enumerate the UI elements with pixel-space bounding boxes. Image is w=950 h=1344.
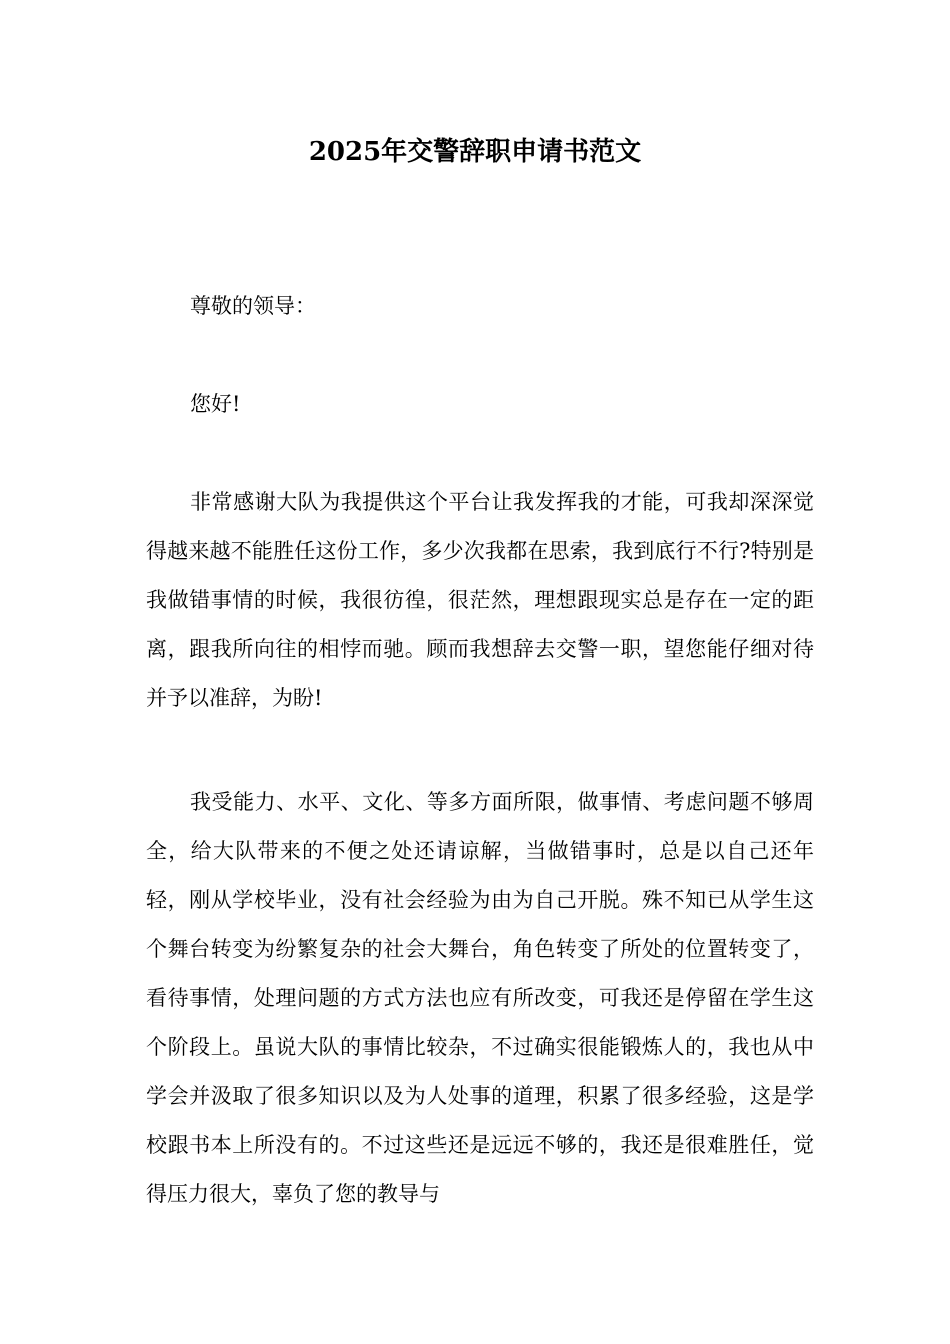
salutation: 尊敬的领导：	[190, 294, 316, 318]
body-paragraph-1: 非常感谢大队为我提供这个平台让我发挥我的才能，可我却深深觉得越来越不能胜任这份工作，多少次我都在思索，我到底行不行?特别是我做错事情的时候，我很彷徨，很茫然，理想跟现实总是存在一定的距离，跟我所向往的相悖而驰。顾而我想辞去交警一职，望您能仔细对待并予以准辞，为盼!	[146, 490, 814, 710]
body-paragraph-2: 我受能力、水平、文化、等多方面所限，做事情、考虑问题不够周全，给大队带来的不便之处还请谅解，当做错事时，总是以自己还年轻，刚从学校毕业，没有社会经验为由为自己开脱。殊不知已从学生这个舞台转变为纷繁复杂的社会大舞台，角色转变了所处的位置转变了，看待事情，处理问题的方式方法也应有所改变，可我还是停留在学生这个阶段上。虽说大队的事情比较杂，不过确实很能锻炼人的，我也从中学会并汲取了很多知识以及为人处事的道理，积累了很多经验，这是学校跟书本上所没有的。不过这些还是远远不够的，我还是很难胜任，觉得压力很大，辜负了您的教导与	[146, 790, 814, 1206]
greeting: 您好!	[190, 392, 241, 416]
document-title: 2025年交警辞职申请书范文	[308, 137, 642, 167]
